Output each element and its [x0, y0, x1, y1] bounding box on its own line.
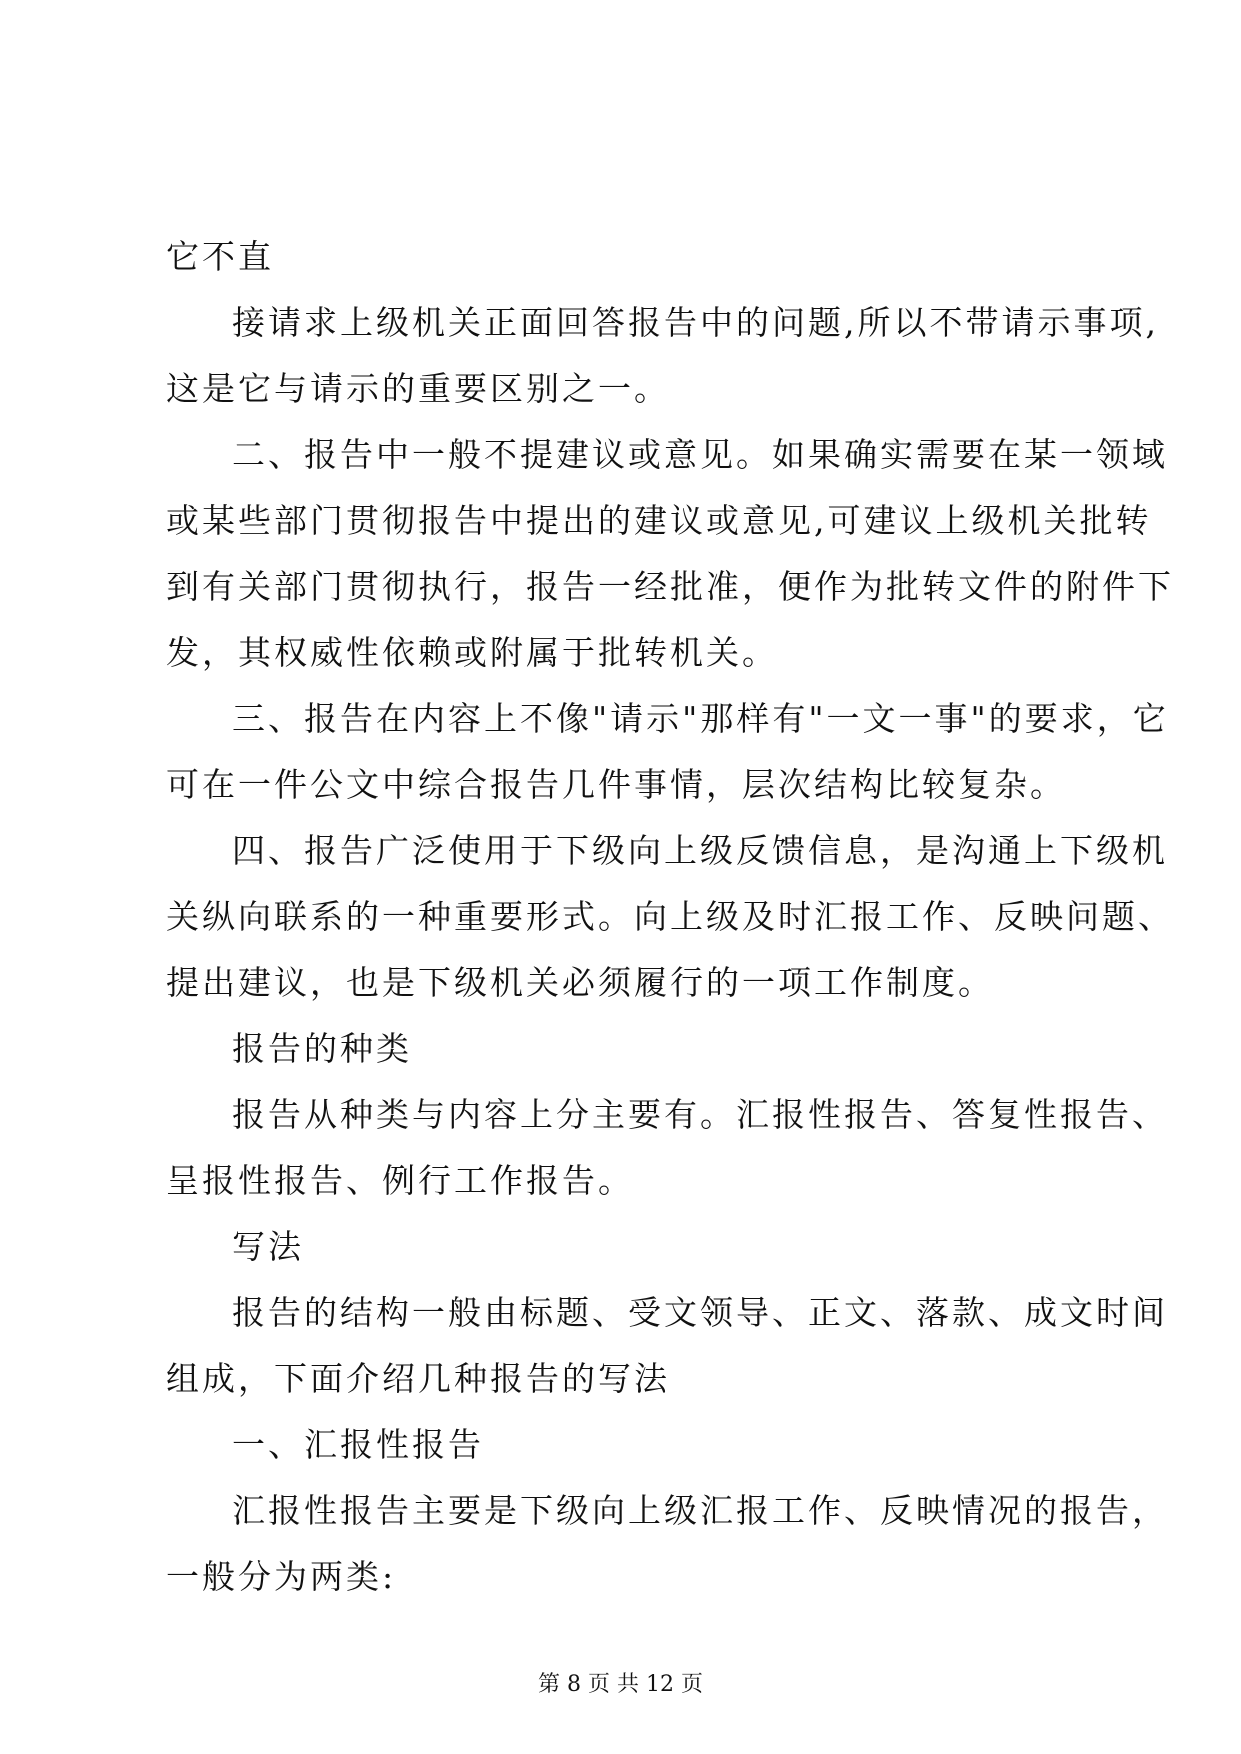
text-line: 接请求上级机关正面回答报告中的问题,所以不带请示事项, [232, 303, 1159, 342]
text-line: 这是它与请示的重要区别之一。 [166, 369, 670, 408]
text-line: 它不直 [166, 237, 274, 276]
page-number-footer: 第 8 页 共 12 页 [538, 1672, 703, 1697]
text-line: 组成，下面介绍几种报告的写法 [166, 1359, 670, 1398]
text-line: 三、报告在内容上不像"请示"那样有"一文一事"的要求，它 [232, 699, 1169, 738]
text-line: 一般分为两类: [166, 1557, 397, 1596]
section-heading: 报告的种类 [232, 1029, 412, 1068]
text-line: 提出建议，也是下级机关必须履行的一项工作制度。 [166, 963, 994, 1002]
text-line: 可在一件公文中综合报告几件事情，层次结构比较复杂。 [166, 765, 1066, 804]
text-line: 关纵向联系的一种重要形式。向上级及时汇报工作、反映问题、 [166, 897, 1174, 936]
text-line: 二、报告中一般不提建议或意见。如果确实需要在某一领域 [232, 435, 1168, 474]
text-line: 报告的结构一般由标题、受文领导、正文、落款、成文时间 [232, 1293, 1168, 1332]
section-heading: 写法 [232, 1227, 304, 1266]
text-line: 四、报告广泛使用于下级向上级反馈信息，是沟通上下级机 [232, 831, 1168, 870]
text-line: 到有关部门贯彻执行，报告一经批准，便作为批转文件的附件下 [166, 567, 1174, 606]
text-line: 报告从种类与内容上分主要有。汇报性报告、答复性报告、 [232, 1095, 1168, 1134]
document-body [166, 224, 1174, 1610]
text-line: 发，其权威性依赖或附属于批转机关。 [166, 633, 778, 672]
text-line: 呈报性报告、例行工作报告。 [166, 1161, 634, 1200]
text-line: 汇报性报告主要是下级向上级汇报工作、反映情况的报告， [232, 1491, 1168, 1530]
section-heading: 一、汇报性报告 [232, 1425, 484, 1464]
text-line: 或某些部门贯彻报告中提出的建议或意见,可建议上级机关批转 [166, 501, 1152, 540]
